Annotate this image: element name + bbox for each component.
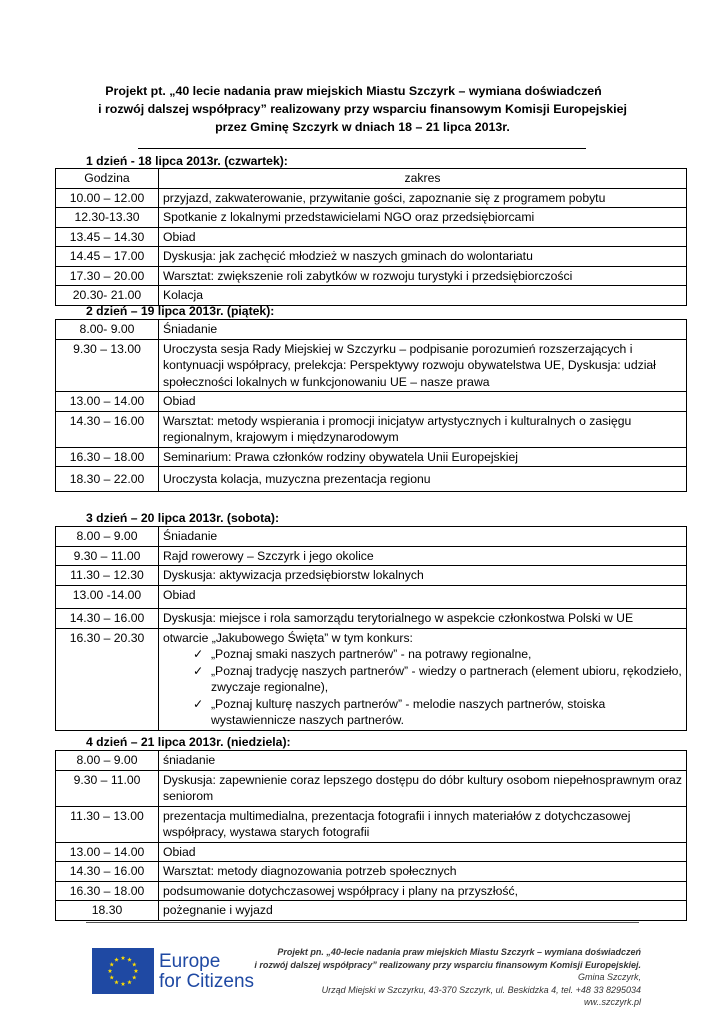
time-cell: 14.45 – 17.00 [56, 247, 159, 267]
time-cell: 13.00 – 14.00 [56, 842, 159, 862]
activity-cell: Dyskusja: miejsce i rola samorządu terytorialnego w aspekcie członkostwa Polski w UE [159, 609, 687, 629]
activity-cell: Kolacja [159, 286, 687, 306]
table-row [56, 842, 687, 862]
header-line-3: przez Gminę Szczyrk w dniach 18 – 21 lipca 2013r. [215, 120, 510, 134]
table-row [56, 770, 687, 806]
table-row [56, 527, 687, 547]
list-item [193, 663, 682, 696]
list-item [193, 696, 682, 729]
header-divider [138, 148, 586, 149]
list-item-text: „Poznaj smaki naszych partnerów” - na potrawy regionalne, [211, 647, 532, 661]
footer-info [221, 946, 641, 1009]
time-cell: 13.00 -14.00 [56, 585, 159, 609]
footer-line-2: i rozwój dalszej współpracy” realizowany przy wsparciu finansowym Komisji Europejskiej. [254, 959, 641, 970]
activity-cell: Śniadanie [159, 320, 687, 340]
activity-cell [159, 628, 687, 730]
activity-cell: prezentacja multimedialna, prezentacja fotografii i innych materiałów z dotychczasowej współpracy, wystawa starych fotografii [159, 806, 687, 842]
activity-cell: Obiad [159, 585, 687, 609]
day-1-table [55, 168, 687, 306]
table-row [56, 546, 687, 566]
footer-divider [86, 922, 639, 923]
logo-line-2: for Citizens [159, 971, 255, 992]
day-2-title: 2 dzień – 19 lipca 2013r. (piątek): [86, 304, 275, 318]
table-row [56, 266, 687, 286]
time-cell: 8.00 – 9.00 [56, 751, 159, 771]
table-row [56, 862, 687, 882]
contest-list [163, 646, 682, 729]
checkmark-icon: ✓ [193, 647, 204, 661]
activity-cell: śniadanie [159, 751, 687, 771]
time-cell: 8.00- 9.00 [56, 320, 159, 340]
activity-cell: Warsztat: metody diagnozowania potrzeb społecznych [159, 862, 687, 882]
time-cell: 20.30- 21.00 [56, 286, 159, 306]
activity-cell: Śniadanie [159, 527, 687, 547]
activity-cell: przyjazd, zakwaterowanie, przywitanie gości, zapoznanie się z programem pobytu [159, 188, 687, 208]
time-cell: 10.00 – 12.00 [56, 188, 159, 208]
time-cell: 13.45 – 14.30 [56, 227, 159, 247]
time-cell: 8.00 – 9.00 [56, 527, 159, 547]
table-row [56, 227, 687, 247]
time-cell: 9.30 – 13.00 [56, 339, 159, 392]
table-row [56, 247, 687, 267]
activity-cell: Dyskusja: aktywizacja przedsiębiorstw lokalnych [159, 566, 687, 586]
time-cell: 16.30 – 20.30 [56, 628, 159, 730]
eu-star-icon [127, 957, 132, 961]
activity-cell: Obiad [159, 392, 687, 412]
day-2-table [55, 319, 687, 492]
header-line-2: i rozwój dalszej współpracy” realizowany przy wsparciu finansowym Komisji Europejskiej [98, 102, 627, 116]
table-row [56, 609, 687, 629]
activity-cell: Warsztat: metody wspierania i promocji inicjatyw artystycznych i kulturalnych o zasięgu regionalnym, krajowym i międzynarodowym [159, 411, 687, 447]
table-row [56, 411, 687, 447]
time-cell: 16.30 – 18.00 [56, 447, 159, 467]
eu-star-icon [109, 962, 114, 966]
footer-line-3: Gmina Szczyrk, [577, 972, 641, 982]
eu-star-icon [121, 956, 126, 960]
list-item-text: „Poznaj tradycję naszych partnerów” - wiedzy o partnerach (element ubioru, rękodzieło, zwyczaje regionalne), [211, 663, 682, 694]
activity-intro: otwarcie „Jakubowego Święta” w tym konkurs: [163, 630, 413, 645]
table-row [56, 188, 687, 208]
eu-star-icon [121, 982, 126, 986]
table-row [56, 447, 687, 467]
time-cell: 11.30 – 12.30 [56, 566, 159, 586]
logo-line-1: Europe [159, 951, 221, 972]
list-item-text: „Poznaj kulturę naszych partnerów” - melodie naszych partnerów, stoiska wystawiennicze naszych partnerów. [211, 696, 606, 727]
activity-cell: Uroczysta kolacja, muzyczna prezentacja regionu [159, 467, 687, 492]
eu-star-icon [109, 975, 114, 979]
table-row [56, 585, 687, 609]
column-header-time: Godzina [56, 169, 159, 189]
time-cell: 13.00 – 14.00 [56, 392, 159, 412]
table-row [56, 339, 687, 392]
footer-line-5: ww..szczyrk.pl [583, 997, 641, 1007]
eu-flag-icon [92, 948, 154, 994]
table-row [56, 566, 687, 586]
activity-cell: pożegnanie i wyjazd [159, 901, 687, 921]
document-header [0, 82, 725, 136]
table-row [56, 901, 687, 921]
footer-line-4: Urząd Miejski w Szczyrku, 43-370 Szczyrk, ul. Beskidzka 4, tel. +48 33 8295034 [321, 984, 641, 995]
eu-star-icon [134, 969, 139, 973]
eu-star-icon [108, 969, 113, 973]
table-row [56, 467, 687, 492]
table-row [56, 320, 687, 340]
time-cell: 18.30 – 22.00 [56, 467, 159, 492]
time-cell: 14.30 – 16.00 [56, 862, 159, 882]
time-cell: 9.30 – 11.00 [56, 546, 159, 566]
time-cell: 12.30-13.30 [56, 208, 159, 228]
eu-star-icon [114, 957, 119, 961]
activity-cell: Seminarium: Prawa członków rodziny obywatela Unii Europejskiej [159, 447, 687, 467]
table-row [56, 392, 687, 412]
eu-star-icon [132, 962, 137, 966]
activity-cell: Dyskusja: jak zachęcić młodzież w naszych gminach do wolontariatu [159, 247, 687, 267]
activity-cell: Dyskusja: zapewnienie coraz lepszego dostępu do dóbr kultury osobom niepełnosprawnym oraz seniorom [159, 770, 687, 806]
table-row [56, 881, 687, 901]
activity-cell: Rajd rowerowy – Szczyrk i jego okolice [159, 546, 687, 566]
activity-cell: Spotkanie z lokalnymi przedstawicielami NGO oraz przedsiębiorcami [159, 208, 687, 228]
time-cell: 11.30 – 13.00 [56, 806, 159, 842]
checkmark-icon: ✓ [193, 696, 204, 711]
footer-line-1: Projekt pn. „40-lecie nadania praw miejskich Miastu Szczyrk – wymiana doświadczeń [277, 947, 641, 957]
activity-cell: podsumowanie dotychczasowej współpracy i plany na przyszłość, [159, 881, 687, 901]
eu-star-icon [132, 975, 137, 979]
day-4-title: 4 dzień – 21 lipca 2013r. (niedziela): [86, 735, 291, 749]
table-row [56, 806, 687, 842]
activity-cell: Obiad [159, 227, 687, 247]
eu-star-icon [127, 980, 132, 984]
header-line-1: Projekt pt. „40 lecie nadania praw miejskich Miastu Szczyrk – wymiana doświadczeń [105, 84, 602, 98]
day-3-table [55, 526, 687, 731]
table-row [56, 628, 687, 730]
activity-cell: Obiad [159, 842, 687, 862]
activity-cell: Uroczysta sesja Rady Miejskiej w Szczyrku – podpisanie porozumień rozszerzających i kontynuacji współpracy, prelekcja: Perspektywy rozwoju obywatelstwa UE, Dyskusja: udział społeczności lokalnych w funkcjonowaniu UE – nasze prawa [159, 339, 687, 392]
table-header-row [56, 169, 687, 189]
time-cell: 9.30 – 11.00 [56, 770, 159, 806]
column-header-scope: zakres [159, 169, 687, 189]
day-1-title: 1 dzień - 18 lipca 2013r. (czwartek): [86, 154, 288, 168]
activity-cell: Warsztat: zwiększenie roli zabytków w rozwoju turystyki i przedsiębiorczości [159, 266, 687, 286]
eu-star-icon [114, 980, 119, 984]
list-item [193, 646, 682, 663]
time-cell: 17.30 – 20.00 [56, 266, 159, 286]
day-4-table [55, 750, 687, 921]
table-row [56, 286, 687, 306]
day-3-title: 3 dzień – 20 lipca 2013r. (sobota): [86, 511, 280, 525]
table-row [56, 208, 687, 228]
time-cell: 14.30 – 16.00 [56, 609, 159, 629]
time-cell: 14.30 – 16.00 [56, 411, 159, 447]
checkmark-icon: ✓ [193, 663, 204, 678]
time-cell: 16.30 – 18.00 [56, 881, 159, 901]
time-cell: 18.30 [56, 901, 159, 921]
table-row [56, 751, 687, 771]
